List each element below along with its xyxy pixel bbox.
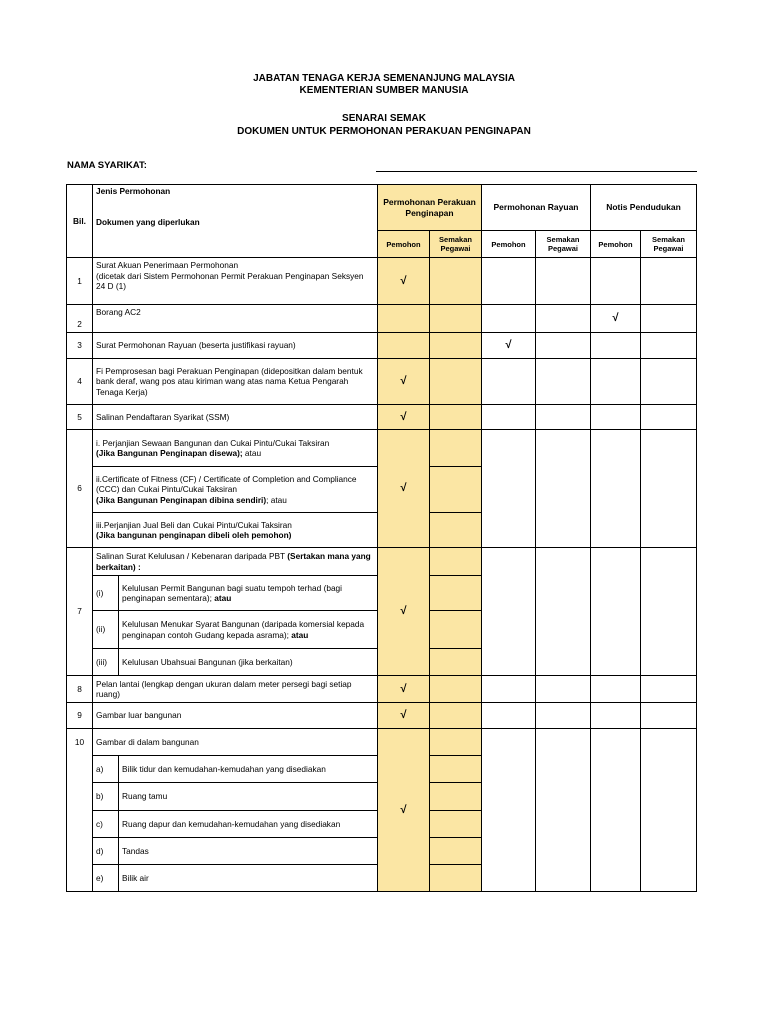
checkbox-cell[interactable] xyxy=(591,729,641,892)
row-number: 5 xyxy=(67,405,93,430)
checkbox-cell[interactable] xyxy=(641,676,697,703)
document-text xyxy=(93,467,378,513)
row-number: 9 xyxy=(67,703,93,729)
checkbox-cell[interactable] xyxy=(641,430,697,548)
row-number: 8 xyxy=(67,676,93,703)
pemohon-header: Pemohon xyxy=(378,231,430,258)
doc-text-bold: (Jika bangunan penginapan dibeli oleh pemohon) xyxy=(96,530,292,540)
col-group-rayuan: Permohonan Rayuan xyxy=(482,185,591,231)
checkbox-cell[interactable] xyxy=(430,811,482,838)
checkbox-cell[interactable] xyxy=(430,405,482,430)
checkbox-cell[interactable] xyxy=(536,258,591,305)
sub-item-label: c) xyxy=(93,811,119,838)
document-text xyxy=(119,576,378,611)
checkbox-cell[interactable] xyxy=(591,359,641,405)
company-name-field[interactable] xyxy=(376,171,697,172)
checkbox-cell[interactable] xyxy=(536,703,591,729)
document-text xyxy=(93,513,378,548)
checkbox-cell[interactable] xyxy=(378,305,430,333)
checkbox-cell[interactable] xyxy=(641,729,697,892)
table-row xyxy=(67,258,697,305)
row-number: 3 xyxy=(67,333,93,359)
semakan-header: Semakan Pegawai xyxy=(430,231,482,258)
table-row xyxy=(67,676,697,703)
checkbox-cell[interactable] xyxy=(430,513,482,548)
table-row xyxy=(67,430,697,467)
checkbox-cell[interactable] xyxy=(641,703,697,729)
check-mark: √ xyxy=(378,548,430,676)
checkbox-cell[interactable] xyxy=(430,333,482,359)
doc-text-bold: (Jika Bangunan Penginapan disewa); xyxy=(96,448,243,458)
check-mark: √ xyxy=(378,729,430,892)
sub-item-label: a) xyxy=(93,756,119,783)
checkbox-cell[interactable] xyxy=(536,333,591,359)
company-name-label: NAMA SYARIKAT: xyxy=(67,160,147,171)
document-text: Fi Pemprosesan bagi Perakuan Penginapan (didepositkan dalam bentuk bank deraf, wang pos atau kiriman wang atas nama Ketua Pengarah Tenaga Kerja) xyxy=(93,359,378,405)
document-text: Bilik tidur dan kemudahan-kemudahan yang disediakan xyxy=(119,756,378,783)
doc-text-bold: (Jika Bangunan Penginapan dibina sendiri) xyxy=(96,494,267,505)
checkbox-cell[interactable] xyxy=(482,703,536,729)
checkbox-cell[interactable] xyxy=(430,729,482,756)
check-mark: √ xyxy=(378,405,430,430)
document-text xyxy=(119,611,378,649)
checkbox-cell[interactable] xyxy=(430,865,482,892)
document-text: Salinan Pendaftaran Syarikat (SSM) xyxy=(93,405,378,430)
col-group-perakuan: Permohonan Perakuan Penginapan xyxy=(378,185,482,231)
checkbox-cell[interactable] xyxy=(536,359,591,405)
checkbox-cell[interactable] xyxy=(430,756,482,783)
checkbox-cell[interactable] xyxy=(482,258,536,305)
doc-text-plain: ; atau xyxy=(266,494,287,505)
checkbox-cell[interactable] xyxy=(430,676,482,703)
document-text xyxy=(93,430,378,467)
check-mark: √ xyxy=(591,305,641,333)
table-row xyxy=(67,405,697,430)
checkbox-cell[interactable] xyxy=(482,359,536,405)
document-text: Gambar luar bangunan xyxy=(93,703,378,729)
document-text: Pelan lantai (lengkap dengan ukuran dalam meter persegi bagi setiap ruang) xyxy=(93,676,378,703)
doc-text-plain: atau xyxy=(242,448,262,458)
table-row xyxy=(67,729,697,756)
row-number: 6 xyxy=(67,430,93,548)
col-group-notis: Notis Pendudukan xyxy=(591,185,697,231)
checkbox-cell[interactable] xyxy=(641,333,697,359)
checkbox-cell[interactable] xyxy=(430,305,482,333)
pemohon-header: Pemohon xyxy=(591,231,641,258)
ministry-title: KEMENTERIAN SUMBER MANUSIA xyxy=(299,85,469,96)
checkbox-cell[interactable] xyxy=(482,729,536,892)
semakan-header: Semakan Pegawai xyxy=(641,231,697,258)
checkbox-cell[interactable] xyxy=(430,359,482,405)
document-text: Gambar di dalam bangunan xyxy=(93,729,378,756)
table-row xyxy=(67,305,697,333)
checkbox-cell[interactable] xyxy=(430,576,482,611)
document-text: Ruang dapur dan kemudahan-kemudahan yang disediakan xyxy=(119,811,378,838)
doc-text-bold: atau xyxy=(291,629,309,640)
row-number: 2 xyxy=(67,305,93,333)
checkbox-cell[interactable] xyxy=(591,333,641,359)
doc-text-bold: atau xyxy=(214,593,232,603)
document-text: Tandas xyxy=(119,838,378,865)
doc-text-bold: (Sertakan mana yang berkaitan) : xyxy=(96,551,371,572)
checkbox-cell[interactable] xyxy=(430,258,482,305)
sub-item-label: e) xyxy=(93,865,119,892)
table-row xyxy=(67,703,697,729)
checkbox-cell[interactable] xyxy=(591,548,641,676)
checklist-title: SENARAI SEMAK xyxy=(342,113,426,124)
document-text: Ruang tamu xyxy=(119,783,378,811)
doc-text-plain: iii.Perjanjian Jual Beli dan Cukai Pintu/Cukai Taksiran xyxy=(96,519,292,530)
checkbox-cell[interactable] xyxy=(591,703,641,729)
document-text xyxy=(93,548,378,576)
checkbox-cell[interactable] xyxy=(482,548,536,676)
checkbox-cell[interactable] xyxy=(641,548,697,676)
checkbox-cell[interactable] xyxy=(430,611,482,649)
checkbox-cell[interactable] xyxy=(536,729,591,892)
check-mark: √ xyxy=(482,333,536,359)
checkbox-cell[interactable] xyxy=(591,258,641,305)
checkbox-cell[interactable] xyxy=(430,649,482,676)
pemohon-header: Pemohon xyxy=(482,231,536,258)
agency-title: JABATAN TENAGA KERJA SEMENANJUNG MALAYSIA xyxy=(253,73,515,84)
sub-item-label: b) xyxy=(93,783,119,811)
checkbox-cell[interactable] xyxy=(536,676,591,703)
document-text: Kelulusan Ubahsuai Bangunan (jika berkaitan) xyxy=(119,649,378,676)
checklist-table xyxy=(66,184,697,892)
check-mark: √ xyxy=(378,258,430,305)
bil-header: Bil. xyxy=(67,185,93,258)
checkbox-cell[interactable] xyxy=(482,676,536,703)
document-header xyxy=(93,185,378,258)
row-number: 7 xyxy=(67,548,93,676)
checkbox-cell[interactable] xyxy=(378,333,430,359)
checkbox-cell[interactable] xyxy=(430,703,482,729)
row-number: 1 xyxy=(67,258,93,305)
checkbox-cell[interactable] xyxy=(536,548,591,676)
document-text: Surat Akuan Penerimaan Permohonan (dicetak dari Sistem Permohonan Permit Perakuan Penginapan Seksyen 24 D (1) xyxy=(93,258,378,305)
checkbox-cell[interactable] xyxy=(482,305,536,333)
document-text: Surat Permohonan Rayuan (beserta justifikasi rayuan) xyxy=(93,333,378,359)
row-number: 4 xyxy=(67,359,93,405)
checkbox-cell[interactable] xyxy=(536,405,591,430)
required-docs-header: Dokumen yang diperlukan xyxy=(96,217,200,227)
document-text: Bilik air xyxy=(119,865,378,892)
sub-item-label: (iii) xyxy=(93,649,119,676)
document-text: Borang AC2 xyxy=(93,305,378,333)
checkbox-cell[interactable] xyxy=(641,405,697,430)
checkbox-cell[interactable] xyxy=(430,783,482,811)
doc-text-plain: Kelulusan Menukar Syarat Bangunan (daripada komersial kepada penginapan contoh Gudang kepada asrama); xyxy=(122,619,365,640)
checkbox-cell[interactable] xyxy=(430,430,482,467)
checkbox-cell[interactable] xyxy=(430,838,482,865)
sub-item-label: d) xyxy=(93,838,119,865)
checkbox-cell[interactable] xyxy=(591,405,641,430)
checkbox-cell[interactable] xyxy=(641,258,697,305)
table-row xyxy=(67,359,697,405)
sub-item-label: (i) xyxy=(93,576,119,611)
application-type-header: Jenis Permohonan xyxy=(96,186,171,196)
doc-text-plain: i. Perjanjian Sewaan Bangunan dan Cukai Pintu/Cukai Taksiran xyxy=(96,437,330,448)
sub-item-label: (ii) xyxy=(93,611,119,649)
checkbox-cell[interactable] xyxy=(591,676,641,703)
checkbox-cell[interactable] xyxy=(641,359,697,405)
checkbox-cell[interactable] xyxy=(641,305,697,333)
check-mark: √ xyxy=(378,676,430,703)
checkbox-cell[interactable] xyxy=(536,430,591,548)
row-number: 10 xyxy=(67,729,93,892)
doc-text-plain: ii.Certificate of Fitness (CF) / Certificate of Completion and Compliance (CCC) dan Cukai Pintu/Cukai Taksiran xyxy=(96,473,357,495)
table-row xyxy=(67,333,697,359)
checkbox-cell[interactable] xyxy=(430,548,482,576)
checkbox-cell[interactable] xyxy=(482,430,536,548)
doc-text-plain: Salinan Surat Kelulusan / Kebenaran daripada PBT xyxy=(96,551,288,561)
check-mark: √ xyxy=(378,359,430,405)
document-title: DOKUMEN UNTUK PERMOHONAN PERAKUAN PENGINAPAN xyxy=(237,126,531,137)
checkbox-cell[interactable] xyxy=(482,405,536,430)
check-mark: √ xyxy=(378,430,430,548)
table-row xyxy=(67,548,697,576)
check-mark: √ xyxy=(378,703,430,729)
semakan-header: Semakan Pegawai xyxy=(536,231,591,258)
checkbox-cell[interactable] xyxy=(430,467,482,513)
checkbox-cell[interactable] xyxy=(536,305,591,333)
checkbox-cell[interactable] xyxy=(591,430,641,548)
doc-text-plain: Kelulusan Permit Bangunan bagi suatu tempoh terhad (bagi penginapan sementara); xyxy=(122,582,343,603)
